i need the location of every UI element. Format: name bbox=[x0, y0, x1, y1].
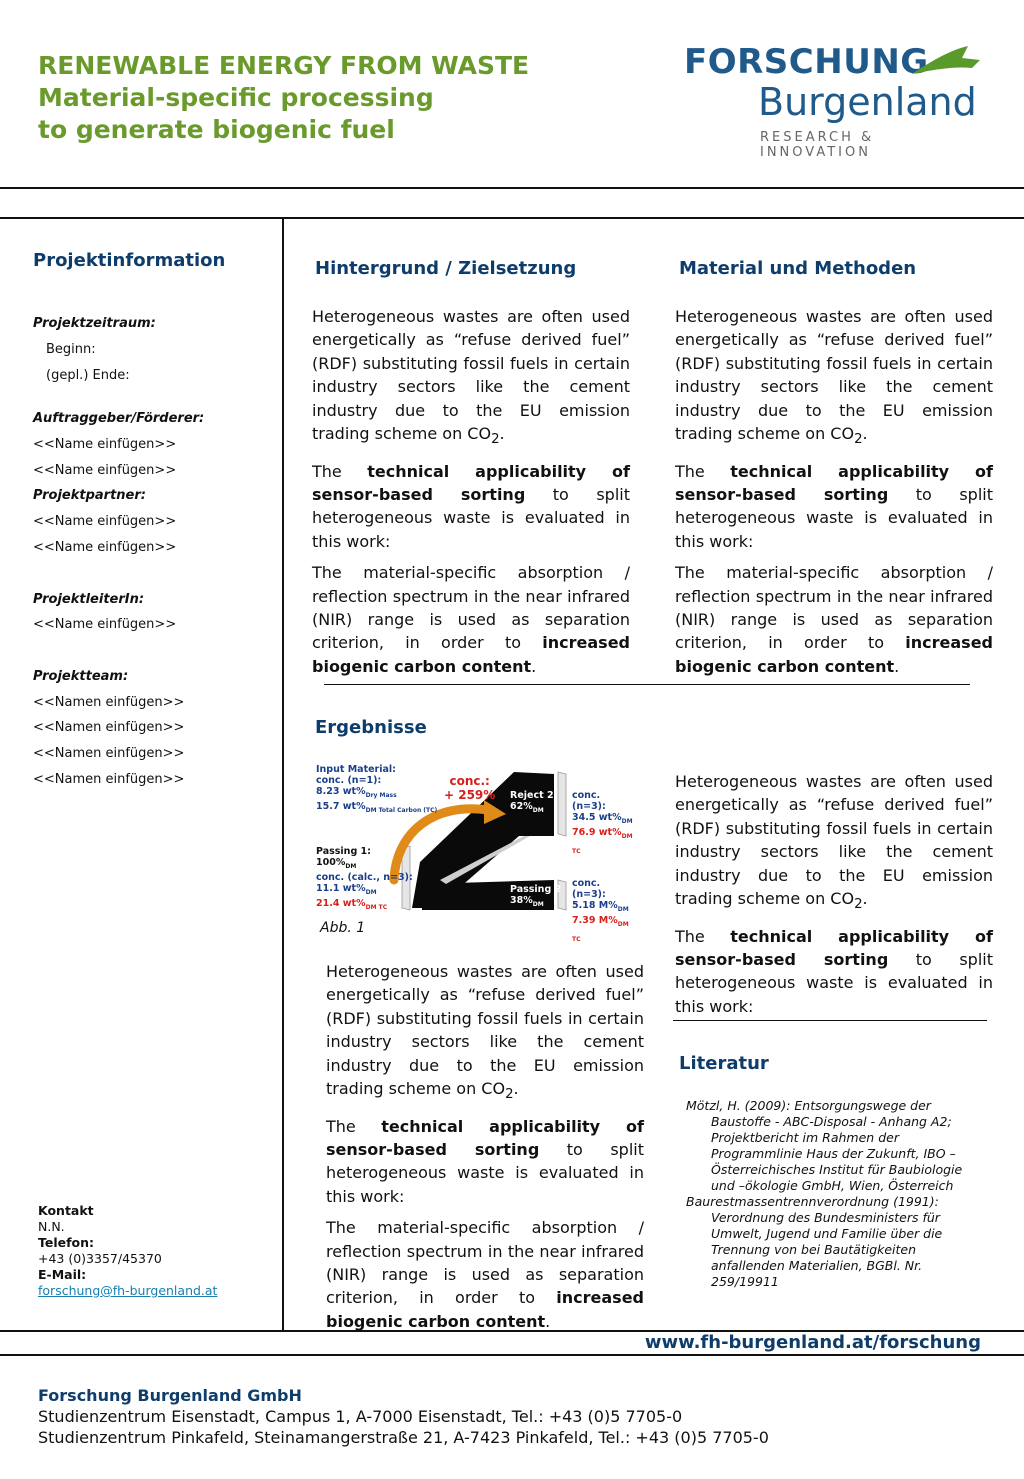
passing2-label: Passing 2 $38\%_{DM}$ bbox=[510, 884, 562, 908]
input-material-label: Input Material: conc. (n=1): 8.23 $wt\%_{Dry Mass}$ 15.7 $wt\%_{DM Total Carbon (TC)}$ bbox=[316, 764, 438, 814]
email-link[interactable]: forschung@fh-burgenland.at bbox=[38, 1283, 218, 1298]
passing2-concentration: conc. (n=3): 5.18 $M\%_{DM}$ 7.39 $M\%_{DM TC}$ bbox=[572, 878, 629, 943]
results-heading: Ergebnisse bbox=[315, 717, 427, 738]
client-name-1: <<Name einfügen>> bbox=[33, 437, 177, 452]
methods-text bbox=[675, 305, 993, 686]
logo-name-top: FORSCHUNG bbox=[684, 42, 929, 82]
divider-footer bbox=[0, 1354, 1024, 1356]
website-url[interactable]: www.fh-burgenland.at/forschung bbox=[644, 1332, 981, 1353]
literature-ref-1: Mötzl, H. (2009): Entsorgungswege der Baustoffe - ABC-Disposal - Anhang A2; Projektbericht im Rahmen der Programmlinie Haus der Zukunft, IBO – Österreichisches Institut für Baubiologie und –ökologie GmbH, Wien, Österreich bbox=[686, 1098, 963, 1193]
start-label: Beginn: bbox=[46, 342, 96, 357]
paragraph-sorting: The technical applicability of sensor-based sorting to split heterogeneous waste is evaluated in this work: bbox=[326, 1116, 645, 1206]
team-name-4: <<Namen einfügen>> bbox=[33, 772, 185, 787]
lead-name-1: <<Name einfügen>> bbox=[33, 617, 177, 632]
forschung-burgenland-logo bbox=[682, 42, 982, 160]
client-label: Auftraggeber/Förderer: bbox=[33, 411, 205, 426]
partner-label: Projektpartner: bbox=[33, 488, 146, 503]
sidebar-divider bbox=[282, 218, 284, 1330]
contact-label: Kontakt bbox=[38, 1203, 94, 1218]
phone-number: +43 (0)3357/45370 bbox=[38, 1251, 162, 1266]
partner-name-1: <<Name einfügen>> bbox=[33, 514, 177, 529]
lead-label: ProjektleiterIn: bbox=[33, 592, 145, 607]
sidebar-heading: Projektinformation bbox=[33, 250, 226, 271]
team-name-3: <<Namen einfügen>> bbox=[33, 746, 185, 761]
poster-title bbox=[38, 50, 529, 146]
title-line-1: RENEWABLE ENERGY FROM WASTE bbox=[38, 51, 530, 80]
paragraph-sorting: The technical applicability of sensor-based sorting to split heterogeneous waste is evaluated in this work: bbox=[675, 926, 994, 1016]
title-line-2: Material-specific processing bbox=[38, 83, 434, 112]
footer bbox=[38, 1385, 769, 1448]
team-name-1: <<Namen einfügen>> bbox=[33, 695, 185, 710]
divider-header bbox=[0, 217, 1024, 219]
logo-tagline: RESEARCH & INNOVATION bbox=[760, 130, 875, 160]
paragraph-sorting: The technical applicability of sensor-based sorting to split heterogeneous waste is evaluated in this work: bbox=[312, 461, 631, 551]
literature-list bbox=[686, 1098, 981, 1290]
partner-name-2: <<Name einfügen>> bbox=[33, 540, 177, 555]
background-heading: Hintergrund / Zielsetzung bbox=[315, 258, 577, 279]
logo-swoosh-icon bbox=[910, 44, 982, 76]
team-label: Projektteam: bbox=[33, 669, 129, 684]
paragraph-nir: The material-specific absorption / reflection spectrum in the near infrared (NIR) range is used as separation criterion, in order to increased biogenic carbon content. bbox=[675, 563, 993, 676]
logo-name-bottom: Burgenland bbox=[758, 80, 977, 124]
divider-top bbox=[0, 187, 1024, 189]
figure-caption: Abb. 1 bbox=[320, 920, 366, 936]
footer-address-1: Studienzentrum Eisenstadt, Campus 1, A-7000 Eisenstadt, Tel.: +43 (0)5 7705-0 bbox=[38, 1407, 683, 1426]
concentration-gain-label: conc.: + 259% bbox=[444, 774, 496, 802]
paragraph-rdf: Heterogeneous wastes are often used energetically as “refuse derived fuel” (RDF) substituting fossil fuels in certain industry sectors like the cement industry due to the EU emission trading scheme on $CO_2$. bbox=[326, 962, 644, 1103]
reject-concentration: conc. (n=3): 34.5 $wt\%_{DM}$ 76.9 $wt\%_{DM TC}$ bbox=[572, 790, 633, 855]
reject-label: Reject 2: $62\%_{DM}$ bbox=[510, 790, 558, 814]
period-label: Projektzeitraum: bbox=[33, 316, 156, 331]
team-name-2: <<Namen einfügen>> bbox=[33, 720, 185, 735]
passing1-label: Passing 1: $100\%_{DM}$ conc. (calc., n=3): 11.1 $wt\%_{DM}$ 21.4 $wt\%_{DM TC}$ bbox=[316, 846, 413, 911]
results-text-left bbox=[326, 960, 644, 1341]
end-label: (gepl.) Ende: bbox=[46, 368, 130, 383]
literature-ref-2: Baurestmassentrennverordnung (1991): Verordnung des Bundesministers für Umwelt, Jugend und Familie über die Trennung von bei Bautätigkeiten anfallenden Materialien, BGBl. Nr. 259/19911 bbox=[686, 1194, 943, 1289]
footer-company: Forschung Burgenland GmbH bbox=[38, 1386, 302, 1405]
paragraph-nir: The material-specific absorption / reflection spectrum in the near infrared (NIR) range is used as separation criterion, in order to increased biogenic carbon content. bbox=[312, 563, 630, 676]
results-text-right bbox=[675, 770, 993, 1026]
title-line-3: to generate biogenic fuel bbox=[38, 115, 395, 144]
client-name-2: <<Name einfügen>> bbox=[33, 463, 177, 478]
paragraph-rdf: Heterogeneous wastes are often used energetically as “refuse derived fuel” (RDF) substituting fossil fuels in certain industry sectors like the cement industry due to the EU emission trading scheme on $CO_2$. bbox=[675, 307, 993, 448]
email-label: E-Mail: bbox=[38, 1267, 87, 1282]
paragraph-rdf: Heterogeneous wastes are often used energetically as “refuse derived fuel” (RDF) substituting fossil fuels in certain industry sectors like the cement industry due to the EU emission trading scheme on $CO_2$. bbox=[675, 772, 993, 913]
footer-address-2: Studienzentrum Pinkafeld, Steinamangerstraße 21, A-7423 Pinkafeld, Tel.: +43 (0)5 7705-0 bbox=[38, 1428, 769, 1447]
literature-heading: Literatur bbox=[679, 1053, 769, 1074]
contact-block bbox=[38, 1203, 217, 1299]
paragraph-sorting: The technical applicability of sensor-based sorting to split heterogeneous waste is evaluated in this work: bbox=[675, 461, 994, 551]
phone-label: Telefon: bbox=[38, 1235, 95, 1250]
background-text bbox=[312, 305, 630, 686]
paragraph-rdf: Heterogeneous wastes are often used energetically as “refuse derived fuel” (RDF) substituting fossil fuels in certain industry sectors like the cement industry due to the EU emission trading scheme on $CO_2$. bbox=[312, 307, 630, 448]
contact-name: N.N. bbox=[38, 1219, 65, 1234]
paragraph-nir: The material-specific absorption / reflection spectrum in the near infrared (NIR) range is used as separation criterion, in order to increased biogenic carbon content. bbox=[326, 1218, 644, 1331]
methods-heading: Material und Methoden bbox=[679, 258, 917, 279]
